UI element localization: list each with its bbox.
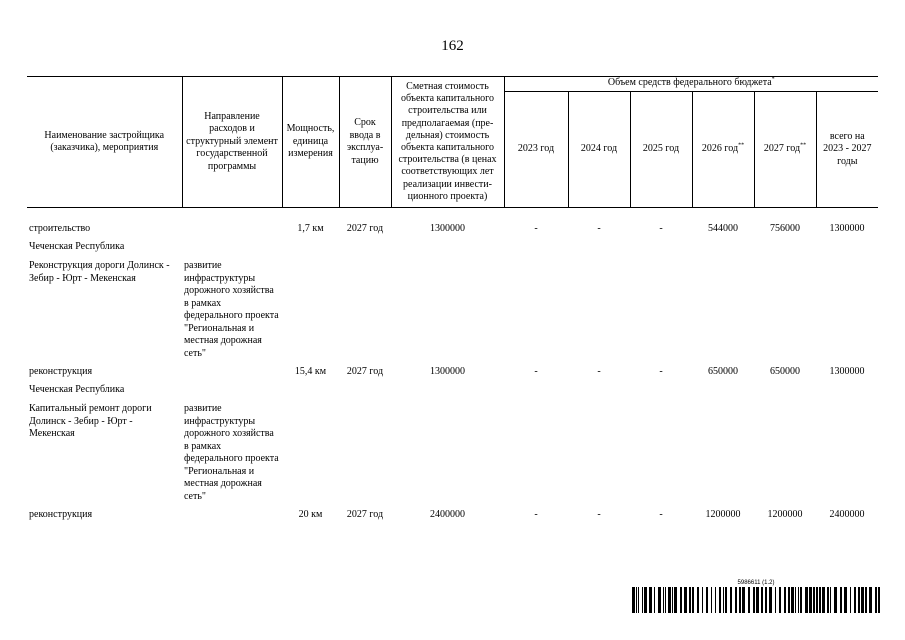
object-direction: развитие инфраструктуры дорожного хозяйства в рамках федерального проекта "Региональная и местная дорожная сеть"	[184, 403, 279, 502]
header-2027	[754, 92, 816, 208]
header-budget-group-label: Объем средств федерального бюджета	[607, 77, 772, 88]
table-header	[27, 77, 878, 208]
row-2026: 1200000	[705, 508, 741, 520]
header-cost: Сметная стоимость объекта капитального строительства или предполагаемая (пре-дельная) стоимость объекта капитального строительства (в ценах соответствующих лет реализации инвести-ционного проекта)	[391, 77, 504, 208]
row-total: 1300000	[829, 365, 865, 377]
header-2023: 2023 год	[504, 92, 568, 208]
row-2024: -	[597, 365, 601, 377]
row-total: 1300000	[829, 222, 865, 234]
table-row	[27, 220, 878, 238]
page-number: 162	[441, 38, 464, 54]
row-total: 2400000	[829, 508, 865, 520]
header-2027-label: 2027 год	[763, 143, 801, 155]
row-2025: -	[659, 508, 663, 520]
header-budget-group	[504, 77, 878, 92]
row-cost: 2400000	[430, 508, 465, 520]
row-capacity: 1,7 км	[297, 222, 324, 234]
header-term: Срок ввода в эксплуа-тацию	[339, 77, 391, 208]
row-capacity: 20 км	[298, 508, 323, 520]
row-2023: -	[534, 365, 538, 377]
row-2024: -	[597, 222, 601, 234]
row-2027: 650000	[770, 365, 800, 377]
table-body	[27, 208, 878, 525]
row-2025: -	[659, 222, 663, 234]
header-direction: Направление расходов и структурный элемент государственной программы	[182, 77, 282, 208]
header-2026-label: 2026 год	[701, 143, 739, 155]
row-cost: 1300000	[430, 222, 465, 234]
row-cost: 1300000	[430, 365, 465, 377]
row-2023: -	[534, 222, 538, 234]
row-2027: 1200000	[767, 508, 803, 520]
header-2025: 2025 год	[630, 92, 692, 208]
barcode-block	[632, 580, 880, 613]
table-row	[27, 399, 878, 506]
object-direction: развитие инфраструктуры дорожного хозяйства в рамках федерального проекта "Региональная и местная дорожная сеть"	[184, 260, 279, 359]
header-capacity: Мощность, единица измерения	[282, 77, 339, 208]
row-name: реконструкция	[29, 508, 93, 520]
header-2024: 2024 год	[568, 92, 630, 208]
region-label: Чеченская Республика	[29, 240, 125, 252]
header-name: Наименование застройщика (заказчика), мероприятия	[27, 77, 182, 208]
row-term: 2027 год	[346, 365, 384, 377]
region-label: Чеченская Республика	[29, 383, 125, 395]
row-2027: 756000	[770, 222, 800, 234]
barcode-icon	[632, 587, 880, 613]
row-2025: -	[659, 365, 663, 377]
barcode-text: 5986611 (1.2)	[737, 580, 775, 586]
header-2026	[692, 92, 754, 208]
table-row	[27, 238, 878, 256]
row-2024: -	[597, 508, 601, 520]
object-name: Капитальный ремонт дороги Долинск - Зебир - Юрт - Мекенская	[29, 403, 152, 439]
header-budget-group-mark: *	[771, 76, 775, 83]
row-2026: 544000	[708, 222, 738, 234]
row-2023: -	[534, 508, 538, 520]
header-2027-mark: **	[800, 142, 807, 149]
row-2026: 650000	[708, 365, 738, 377]
row-name: реконструкция	[29, 365, 93, 377]
federal-budget-table	[27, 76, 878, 524]
table-row	[27, 363, 878, 381]
row-name: строительство	[29, 222, 91, 234]
row-term: 2027 год	[346, 508, 384, 520]
table-row	[27, 256, 878, 363]
row-capacity: 15,4 км	[294, 365, 327, 377]
table-row	[27, 381, 878, 399]
header-2026-mark: **	[738, 142, 745, 149]
header-total: всего на 2023 - 2027 годы	[816, 92, 878, 208]
row-term: 2027 год	[346, 222, 384, 234]
table-row	[27, 506, 878, 524]
object-name: Реконструкция дороги Долинск - Зебир - Юрт - Мекенская	[29, 260, 170, 284]
